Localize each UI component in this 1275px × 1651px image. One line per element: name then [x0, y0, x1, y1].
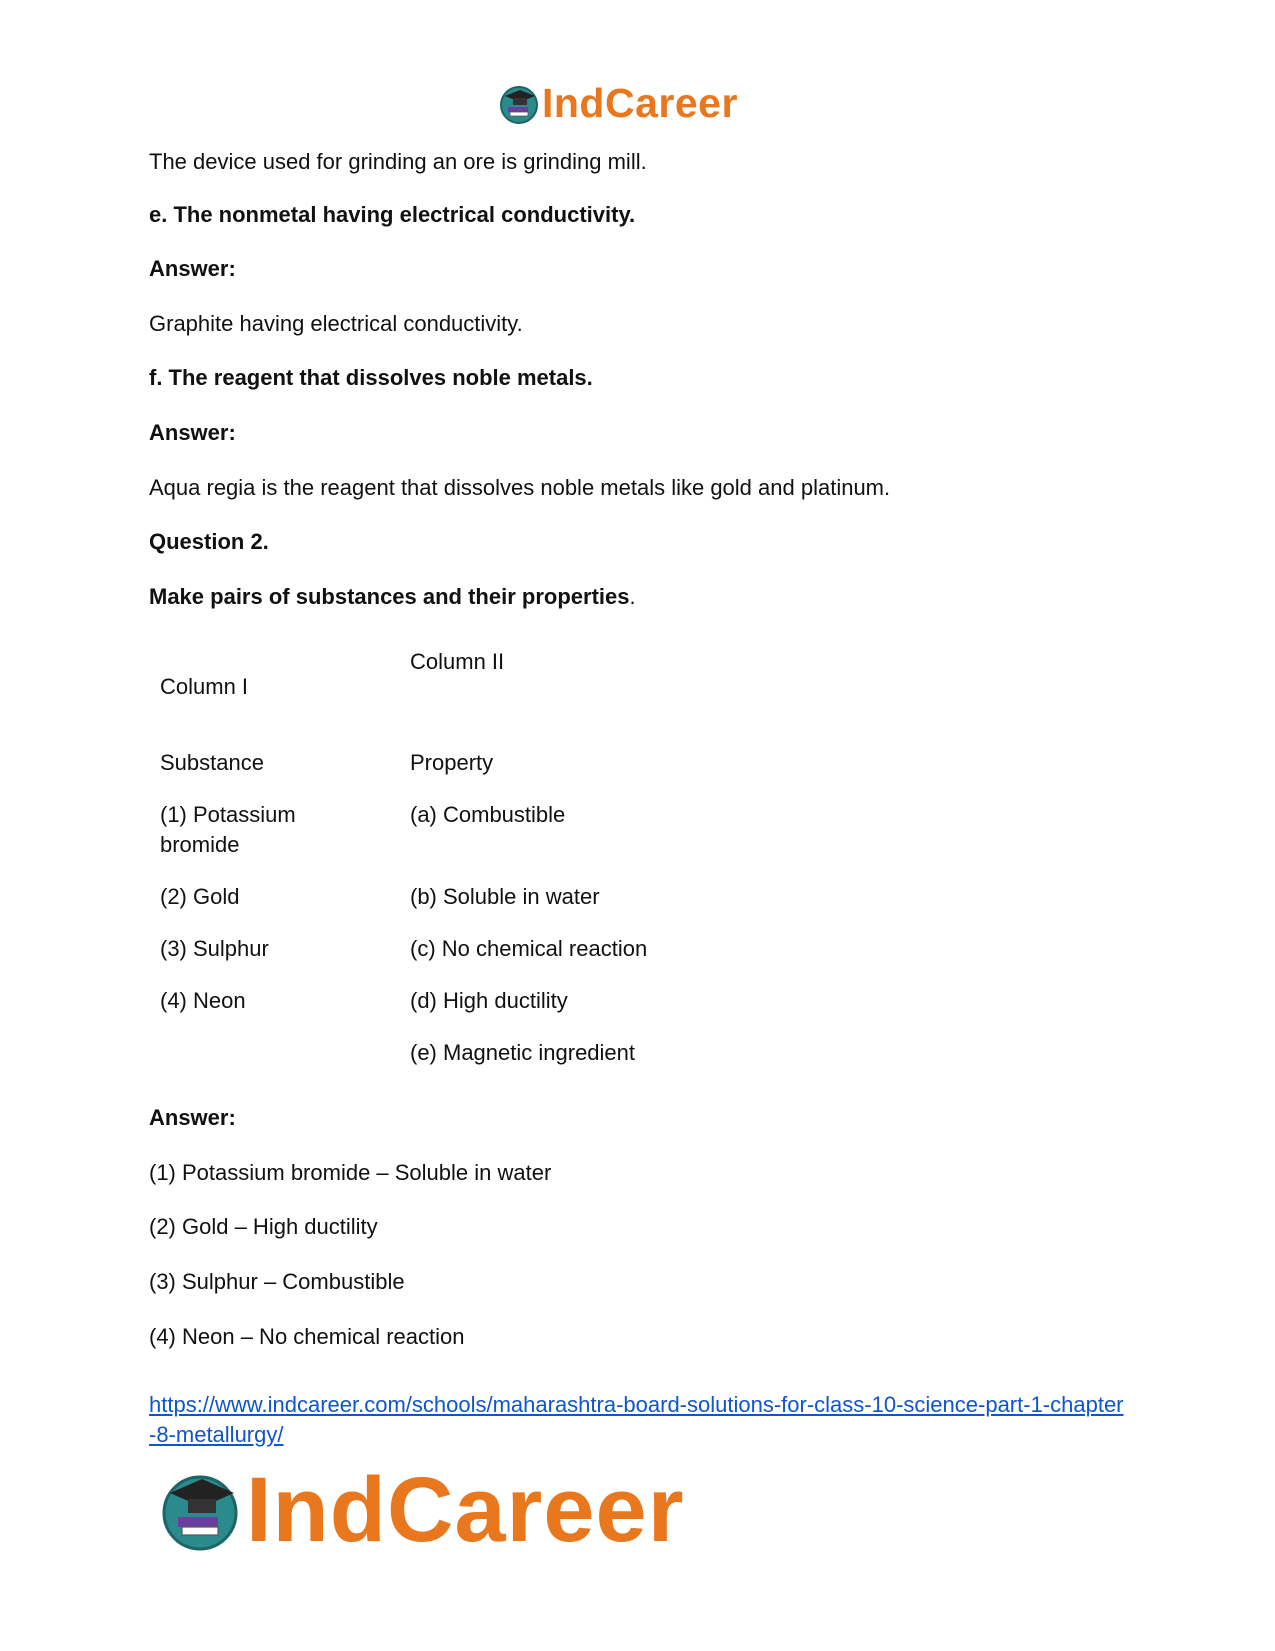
table-row-2-property: (b) Soluble in water [410, 884, 600, 909]
answer-item: (4) Neon – No chemical reaction [149, 1324, 465, 1349]
column-2-header: Column II [410, 649, 505, 674]
paragraph-text: Graphite having electrical conductivity. [149, 311, 523, 336]
paragraph-text: Aqua regia is the reagent that dissolves noble metals like gold and platinum. [149, 475, 891, 500]
column-1-header: Column I [160, 674, 249, 699]
question-instruction-text: Make pairs of substances and their properties [149, 584, 630, 609]
question-instruction-suffix: . [629, 584, 636, 609]
answer-label: Answer: [149, 420, 236, 445]
indcareer-logo [499, 80, 738, 127]
table-row-4-property: (d) High ductility [410, 988, 568, 1013]
table-row-1-property: (a) Combustible [410, 802, 566, 827]
logo-text: IndCareer [542, 80, 738, 126]
source-link[interactable]: https://www.indcareer.com/schools/maharashtra-board-solutions-for-class-10-science-part-1-chapter-8-metallurgy/ [149, 1392, 1124, 1447]
answer-label: Answer: [149, 256, 236, 281]
question-heading: f. The reagent that dissolves noble metals. [149, 365, 593, 390]
indcareer-footer-logo [160, 1458, 685, 1563]
table-row-5-property: (e) Magnetic ingredient [410, 1040, 636, 1065]
question-number: Question 2. [149, 529, 269, 554]
paragraph-text: The device used for grinding an ore is grinding mill. [149, 149, 647, 174]
column-1-subheader: Substance [160, 750, 264, 775]
table-row-4-substance: (4) Neon [160, 988, 246, 1013]
answer-item: (3) Sulphur – Combustible [149, 1269, 405, 1294]
table-row-3-substance: (3) Sulphur [160, 936, 269, 961]
globe-graduation-cap-books-icon [499, 84, 539, 124]
question-instruction [149, 583, 636, 611]
question-heading: e. The nonmetal having electrical conductivity. [149, 202, 636, 227]
logo-text: IndCareer [246, 1459, 685, 1561]
column-2-subheader: Property [410, 750, 494, 775]
answer-label: Answer: [149, 1105, 236, 1130]
table-row-3-property: (c) No chemical reaction [410, 936, 648, 961]
table-row-2-substance: (2) Gold [160, 884, 240, 909]
answer-item: (1) Potassium bromide – Soluble in water [149, 1160, 552, 1185]
answer-item: (2) Gold – High ductility [149, 1214, 378, 1239]
globe-graduation-cap-books-icon [160, 1469, 240, 1553]
table-row-1-substance: (1) Potassium bromide [160, 802, 296, 857]
